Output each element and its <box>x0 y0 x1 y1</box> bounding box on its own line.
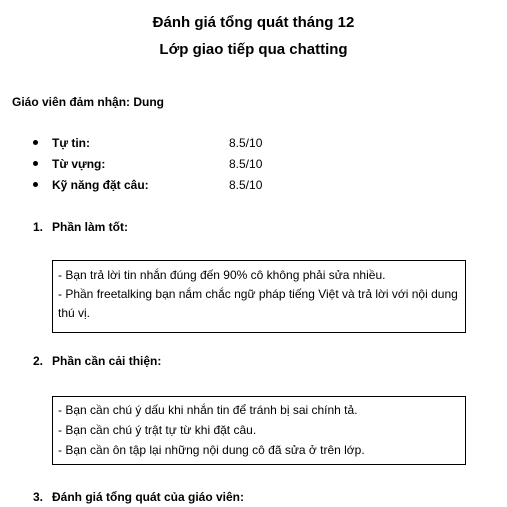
score-item-sentence-skill <box>0 178 507 199</box>
score-label: Từ vựng: <box>52 157 106 171</box>
bullet-icon <box>33 140 38 145</box>
teacher-label: Giáo viên đảm nhận: Dung <box>12 95 165 109</box>
section-title: Phần làm tốt: <box>52 220 129 234</box>
section-heading-overall <box>33 490 244 504</box>
score-label: Tự tin: <box>52 136 91 150</box>
score-item-confidence <box>0 136 507 157</box>
section-heading-improvements <box>33 354 161 368</box>
strengths-box <box>52 260 466 333</box>
feedback-line: - Bạn cần chú ý trật tự từ khi đặt câu. <box>58 423 257 437</box>
section-number: 3. <box>33 490 44 504</box>
bullet-icon <box>33 182 38 187</box>
score-value: 8.5/10 <box>229 157 263 171</box>
feedback-line: - Phần freetalking bạn nắm chắc ngữ pháp tiếng Việt và trả lời với nội dung thú vị. <box>58 287 458 320</box>
feedback-line: - Bạn trả lời tin nhắn đúng đến 90% cô không phải sửa nhiều. <box>58 268 386 282</box>
score-label: Kỹ năng đặt câu: <box>52 178 149 192</box>
score-list <box>0 136 507 199</box>
bullet-icon <box>33 161 38 166</box>
page-subtitle: Lớp giao tiếp qua chatting <box>159 41 348 58</box>
section-title: Đánh giá tổng quát của giáo viên: <box>52 490 245 504</box>
section-number: 2. <box>33 354 44 368</box>
feedback-line: - Bạn cần chú ý dấu khi nhắn tin để tránh bị sai chính tả. <box>58 403 358 417</box>
feedback-line: - Bạn cần ôn tập lại những nội dung cô đã sửa ở trên lớp. <box>58 443 365 457</box>
page-title: Đánh giá tổng quát tháng 12 <box>152 14 355 31</box>
score-value: 8.5/10 <box>229 178 263 192</box>
score-item-vocabulary <box>0 157 507 178</box>
section-heading-strengths <box>33 220 128 234</box>
section-number: 1. <box>33 220 44 234</box>
score-value: 8.5/10 <box>229 136 263 150</box>
section-title: Phần cần cải thiện: <box>52 354 162 368</box>
improvements-box <box>52 396 466 465</box>
